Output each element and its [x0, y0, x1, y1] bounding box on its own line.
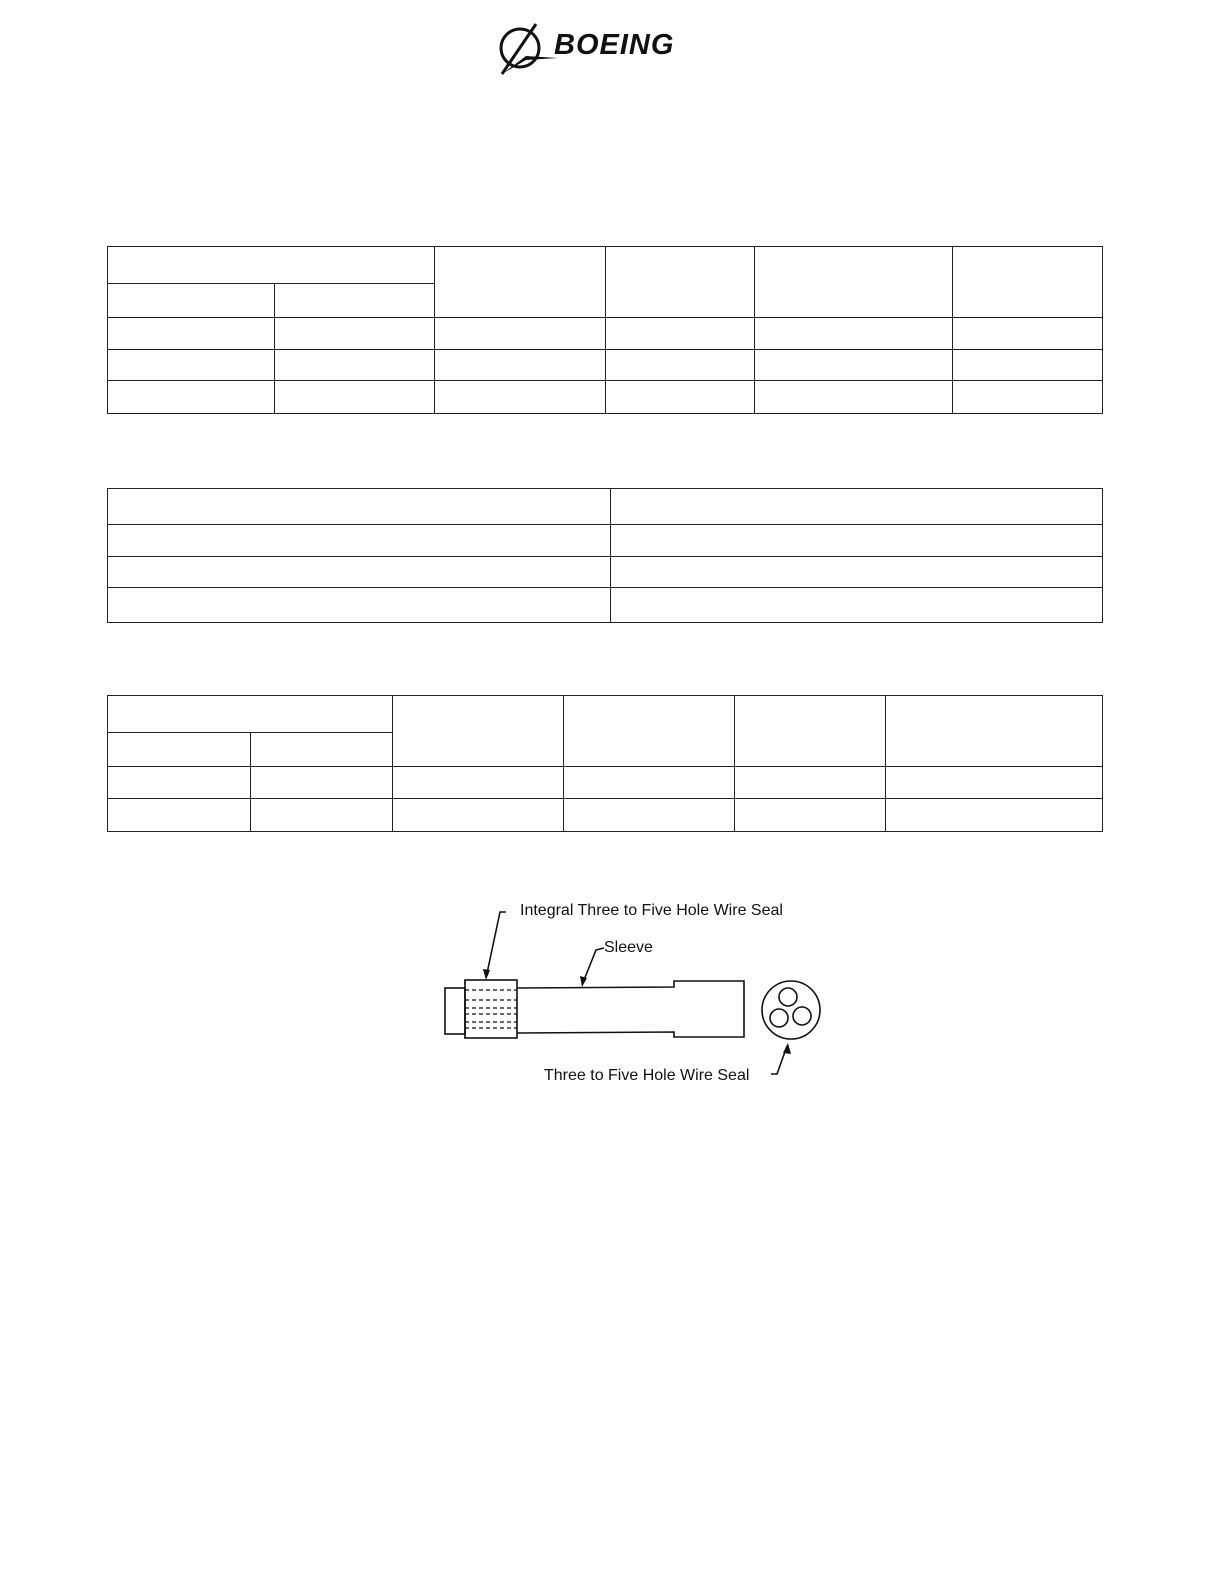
table-3-header-group-cell: [108, 696, 393, 733]
table-row: [108, 381, 1103, 414]
sleeve-drawing: [436, 896, 836, 1096]
table-1-header-cell: [606, 247, 755, 318]
table-row: [108, 350, 1103, 381]
table-row: [108, 588, 1103, 623]
table-3-subheader-cell: [108, 733, 251, 767]
integral-seal-body: [465, 980, 517, 1038]
table-1-header-cell: [953, 247, 1103, 318]
sleeve-callout: Sleeve: [604, 939, 653, 956]
table-3-subheader-cell: [251, 733, 393, 767]
wire-seal-callout: Three to Five Hole Wire Seal: [544, 1067, 750, 1084]
table-3-header-cell: [393, 696, 564, 767]
table-row: [108, 525, 1103, 557]
table-3-header-cell: [735, 696, 886, 767]
table-3: [107, 695, 1103, 832]
table-row: [108, 767, 1103, 799]
table-1-subheader-cell: [108, 284, 275, 318]
table-row: [108, 489, 1103, 525]
table-1-header-cell: [755, 247, 953, 318]
boeing-wordmark: BOEING: [554, 29, 675, 61]
boeing-logo: [496, 20, 728, 78]
sleeve-figure: [436, 896, 836, 1096]
table-1-header-group-cell: [108, 247, 435, 284]
table-3-header-cell: [564, 696, 735, 767]
table-row: [108, 557, 1103, 588]
wire-seal-end-view: [762, 981, 820, 1039]
table-row: [108, 799, 1103, 832]
table-row: [108, 318, 1103, 350]
table-1-header-cell: [435, 247, 606, 318]
table-3-header-cell: [886, 696, 1103, 767]
table-2: [107, 488, 1103, 623]
integral-seal-callout: Integral Three to Five Hole Wire Seal: [520, 902, 783, 919]
sleeve-body: [517, 981, 744, 1037]
sleeve-end-cap: [445, 988, 465, 1034]
table-1-subheader-cell: [275, 284, 435, 318]
boeing-symbol-icon: [501, 24, 558, 74]
table-1: [107, 246, 1103, 414]
